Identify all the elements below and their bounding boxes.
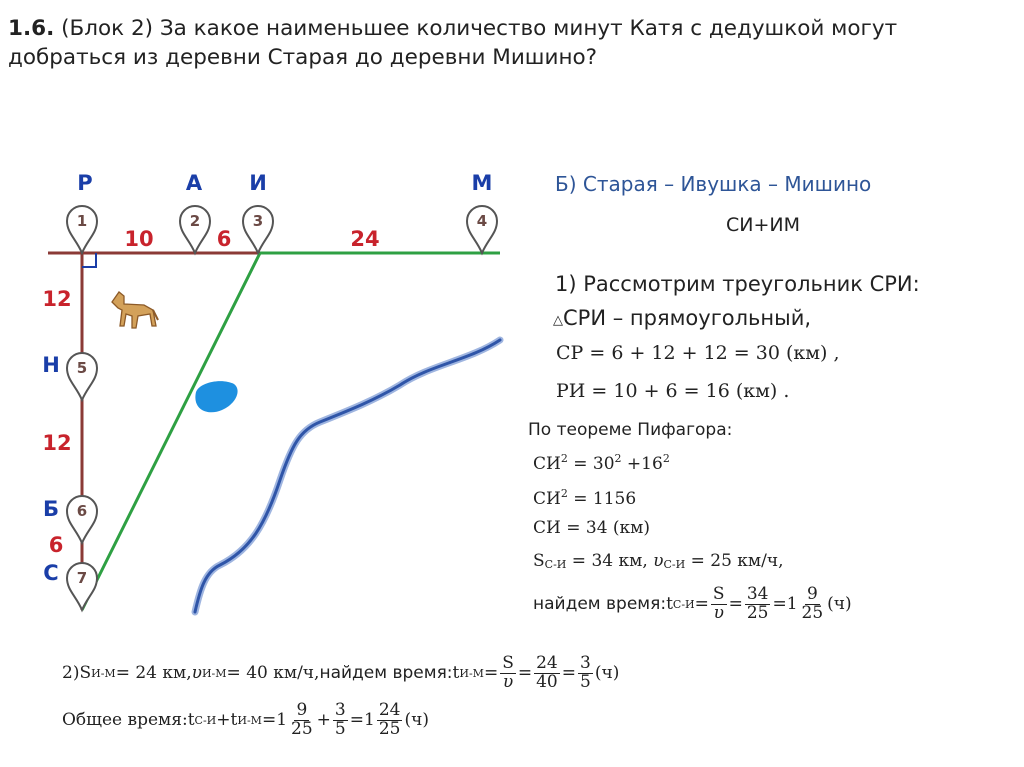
- letter-a: А: [185, 171, 203, 195]
- step1-title: 1) Рассмотрим треугольник СРИ:: [555, 272, 920, 296]
- distance-nb: 12: [42, 431, 72, 455]
- triangle-symbol: △: [553, 313, 563, 328]
- right-angle-mark: [82, 253, 96, 267]
- formula-si-im: СИ+ИМ: [726, 214, 801, 236]
- svg-text:7: 7: [76, 569, 88, 587]
- distance-ra: 10: [124, 227, 154, 251]
- option-title: Б) Старая – Ивушка – Мишино: [555, 172, 872, 196]
- distance-speed-line-si: $S_{С-И} = 34$ км, $\upsilon_{С-И} = 25$ км/ч,: [533, 551, 784, 571]
- distance-rn: 12: [42, 287, 72, 311]
- letter-r: Р: [77, 171, 93, 195]
- pin-3: [243, 206, 273, 253]
- distance-im: 24: [350, 227, 380, 251]
- lake-icon: [195, 381, 237, 412]
- letter-n: Н: [42, 353, 60, 377]
- distance-ai: 6: [216, 227, 232, 251]
- letter-b: Б: [42, 497, 60, 521]
- pin-7: [67, 563, 97, 610]
- right-triangle-line: [553, 306, 811, 330]
- letter-i: И: [249, 171, 267, 195]
- letter-m: М: [471, 171, 493, 195]
- question: [8, 14, 1008, 72]
- horse-icon: [112, 292, 158, 328]
- cr-line: СР = 6 + 12 + 12 = 30 (км) ,: [556, 342, 840, 364]
- svg-text:5: 5: [76, 359, 88, 377]
- pin-4: [467, 206, 497, 253]
- pin-1: [67, 206, 97, 253]
- question-text: (Блок 2) За какое наименьшее количество минут Катя с дедушкой могут добраться из деревни Старая до деревни Мишино?: [8, 16, 898, 70]
- equation-square-value: $СИ^2 = 1156$: [533, 487, 637, 509]
- letter-s: С: [43, 561, 59, 585]
- question-number: 1.6.: [8, 16, 55, 41]
- map: [0, 160, 515, 620]
- svg-text:3: 3: [252, 212, 264, 230]
- pin-5: [67, 353, 97, 400]
- svg-text:4: 4: [476, 212, 488, 230]
- equation-si-length: СИ = 34 (км): [533, 518, 651, 538]
- pin-6: [67, 496, 97, 543]
- pythagoras-line: По теореме Пифагора:: [528, 420, 733, 440]
- time-si-line: найдем время: t С-И = $\frac{S}{\upsilon}$ = $\frac{34}{25}$ = 1 $\frac{9}{25}$ (ч): [533, 584, 852, 623]
- svg-text:6: 6: [76, 502, 88, 520]
- svg-text:2: 2: [189, 212, 201, 230]
- svg-text:1: 1: [76, 212, 88, 230]
- river-line: [195, 340, 500, 612]
- right-triangle-text: СРИ – прямоугольный,: [563, 306, 812, 330]
- pin-2: [180, 206, 210, 253]
- step2-line: 2) S И-М = 24 км, υ И-М = 40 км/ч, найдем время: t И-М = $\frac{S}{\upsilon}$ = $\frac{24}{40}$ = $\frac{3}{5}$ (ч): [62, 653, 620, 692]
- equation-square-sum: $СИ^2 = 30^2 +16^2$: [533, 452, 670, 474]
- distance-bs: 6: [48, 533, 64, 557]
- total-time-line: Общее время: t С-И + t И-М = 1 $\frac{9}{25}$ + $\frac{3}{5}$ = 1 $\frac{24}{25}$ (ч): [62, 700, 429, 739]
- ri-line: РИ = 10 + 6 = 16 (км) .: [556, 380, 790, 402]
